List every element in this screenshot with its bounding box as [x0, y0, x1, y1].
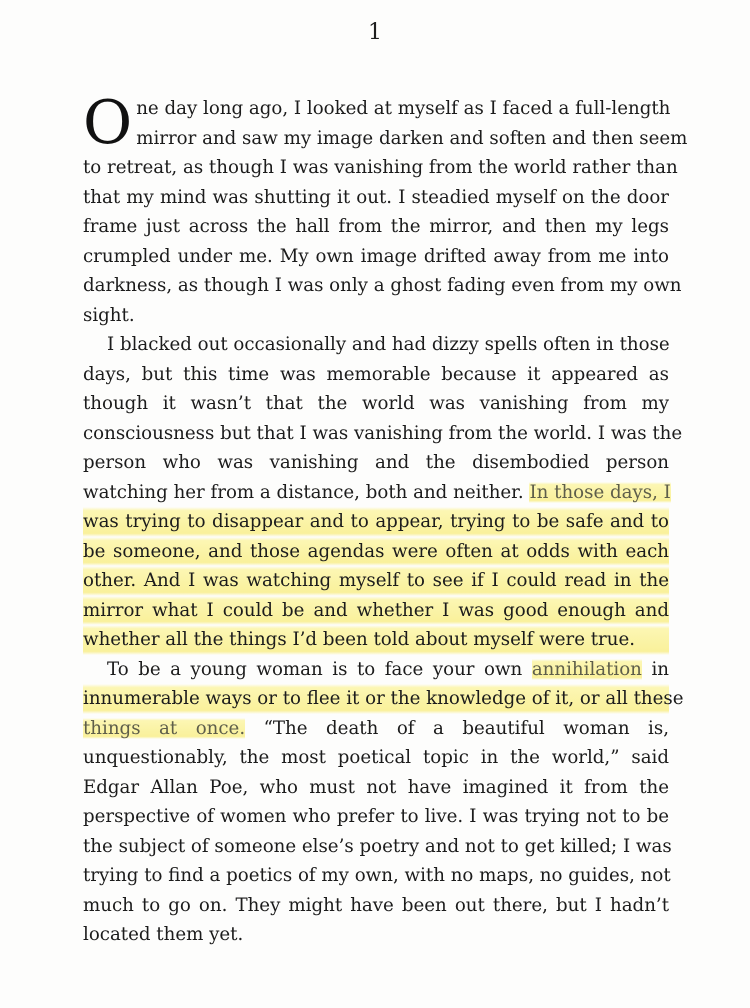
text-line [83, 478, 669, 508]
highlighted-text: things at once. [83, 717, 246, 739]
text-line: unquestionably, the most poetical topic in the world,” said [83, 747, 669, 768]
text-line: though it wasn’t that the world was vanishing from my [83, 393, 669, 414]
text-line: mirror and saw my image darken and soften and then seem [136, 127, 688, 149]
text-line: darkness, as though I was only a ghost fading even from my own [83, 275, 682, 296]
text-line: I blacked out occasionally and had dizzy spells often in those [107, 334, 670, 355]
paragraph-2 [83, 330, 683, 655]
highlighted-line: was trying to disappear and to appear, trying to be safe and to [83, 507, 669, 537]
page-number: 1 [368, 20, 382, 45]
highlighted-line: whether all the things I’d been told about myself were true. [83, 625, 669, 655]
text-line: much to go on. They might have been out there, but I hadn’t [83, 894, 669, 916]
text-line: that my mind was shutting it out. I steadied myself on the door [83, 186, 669, 208]
text-line [83, 714, 669, 744]
highlighted-text: In those days, I [529, 481, 671, 503]
text-segment: watching her from a distance, both and neither. [83, 481, 524, 503]
drop-cap: O [83, 88, 133, 158]
text-line: perspective of women who prefer to live. I was trying not to be [83, 806, 669, 827]
text-line: days, but this time was memorable because it appeared as [83, 363, 669, 385]
highlighted-text: annihilation [531, 658, 642, 680]
highlighted-line: be someone, and those agendas were often at odds with each [83, 537, 669, 567]
text-line: consciousness but that I was vanishing from the world. I was the [83, 422, 683, 444]
text-line: Edgar Allan Poe, who must not have imagined it from the [83, 776, 669, 798]
text-line: ne day long ago, I looked at myself as I faced a full-length [136, 98, 671, 119]
text-line: sight. [83, 304, 135, 326]
text-line: trying to find a poetics of my own, with no maps, no guides, not [83, 865, 671, 886]
text-line: crumpled under me. My own image drifted away from me into [83, 245, 669, 267]
paragraph-1 [83, 88, 688, 330]
text-line [83, 655, 669, 685]
text-line: located them yet. [83, 924, 244, 945]
body-text [83, 88, 688, 950]
text-segment: To be a young woman is to face your own [107, 658, 523, 680]
highlighted-line: mirror what I could be and whether I was good enough and [83, 596, 669, 626]
paragraph-3 [83, 655, 684, 950]
text-line: to retreat, as though I was vanishing from the world rather than [83, 157, 678, 178]
highlighted-line: other. And I was watching myself to see if I could read in the [83, 566, 669, 596]
text-line: the subject of someone else’s poetry and not to get killed; I was [83, 835, 672, 857]
highlighted-line: innumerable ways or to flee it or the knowledge of it, or all these [83, 684, 669, 714]
text-line: frame just across the hall from the mirror, and then my legs [83, 216, 669, 237]
text-line: person who was vanishing and the disembodied person [83, 452, 669, 473]
text-segment: in [651, 658, 669, 680]
text-segment: “The death of a beautiful woman is, [263, 717, 669, 739]
